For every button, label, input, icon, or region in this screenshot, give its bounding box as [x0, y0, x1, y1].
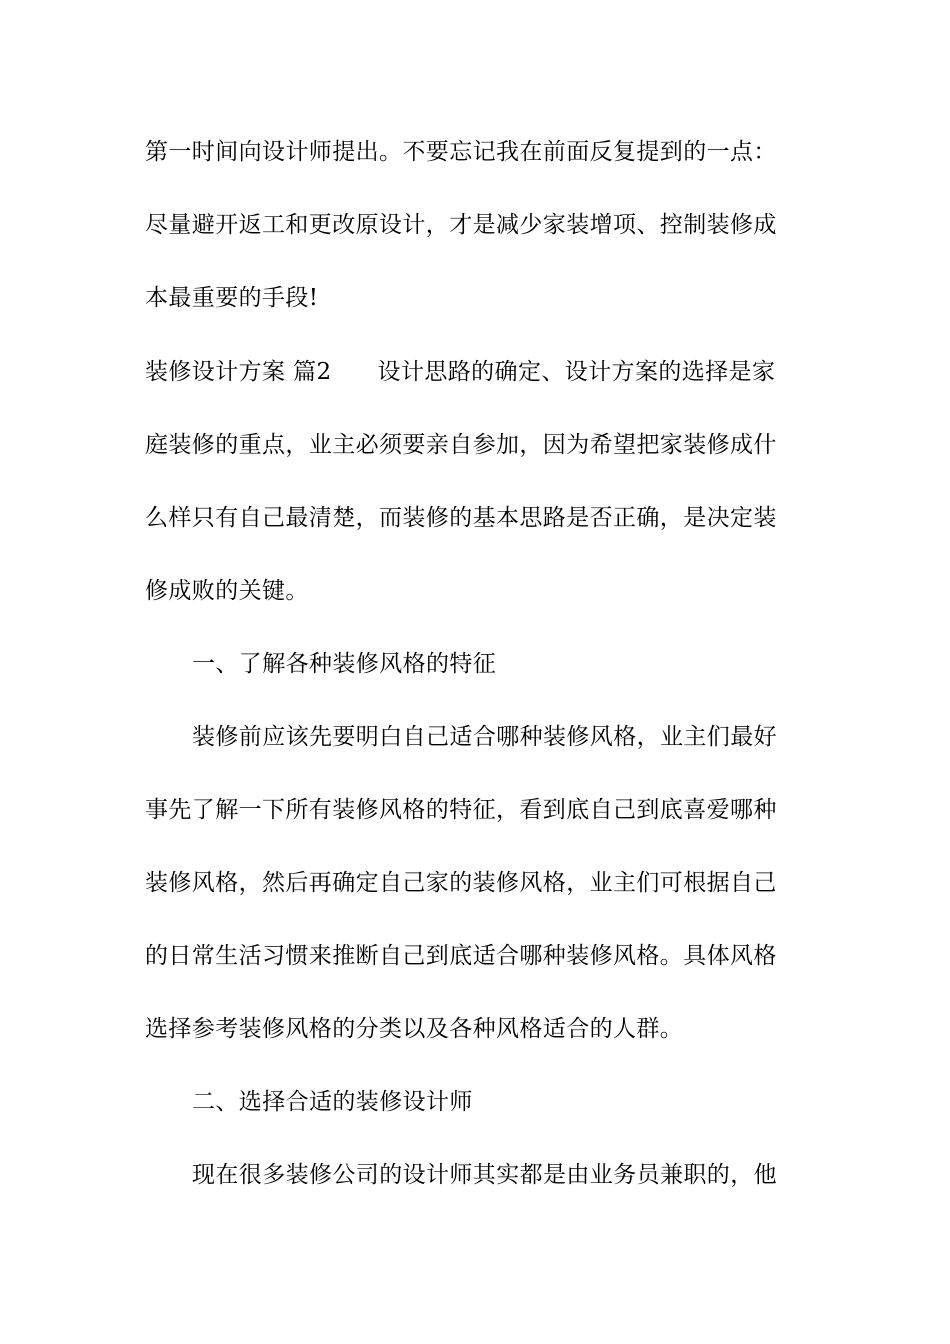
paragraph-line: 尽量避开返工和更改原设计，才是减少家装增项、控制装修成	[145, 212, 777, 238]
paragraph-line: 装修前应该先要明白自己适合哪种装修风格，业主们最好	[192, 724, 777, 750]
section-heading-line	[145, 357, 810, 387]
paragraph-text: 设计思路的确定、设计方案的选择是家	[377, 359, 776, 385]
paragraph-line: 第一时间向设计师提出。不要忘记我在前面反复提到的一点：	[145, 139, 777, 165]
paragraph-line: 选择参考装修风格的分类以及各种风格适合的人群。	[145, 1016, 684, 1042]
paragraph-line: 本最重要的手段!	[145, 285, 319, 311]
paragraph-line: 的日常生活习惯来推断自己到底适合哪种装修风格。具体风格	[145, 943, 777, 969]
subsection-heading: 二、选择合适的装修设计师	[192, 1089, 473, 1115]
paragraph-line: 么样只有自己最清楚，而装修的基本思路是否正确，是决定装	[145, 505, 777, 531]
subsection-heading: 一、了解各种装修风格的特征	[192, 651, 497, 677]
section-heading: 装修设计方案 篇2	[145, 359, 332, 385]
paragraph-line: 装修风格，然后再确定自己家的装修风格，业主们可根据自己	[145, 870, 777, 896]
paragraph-line: 事先了解一下所有装修风格的特征，看到底自己到底喜爱哪种	[145, 797, 777, 823]
paragraph-line: 修成败的关键。	[145, 578, 309, 604]
paragraph-line: 庭装修的重点，业主必须要亲自参加，因为希望把家装修成什	[145, 432, 777, 458]
paragraph-line: 现在很多装修公司的设计师其实都是由业务员兼职的，他	[192, 1162, 777, 1188]
